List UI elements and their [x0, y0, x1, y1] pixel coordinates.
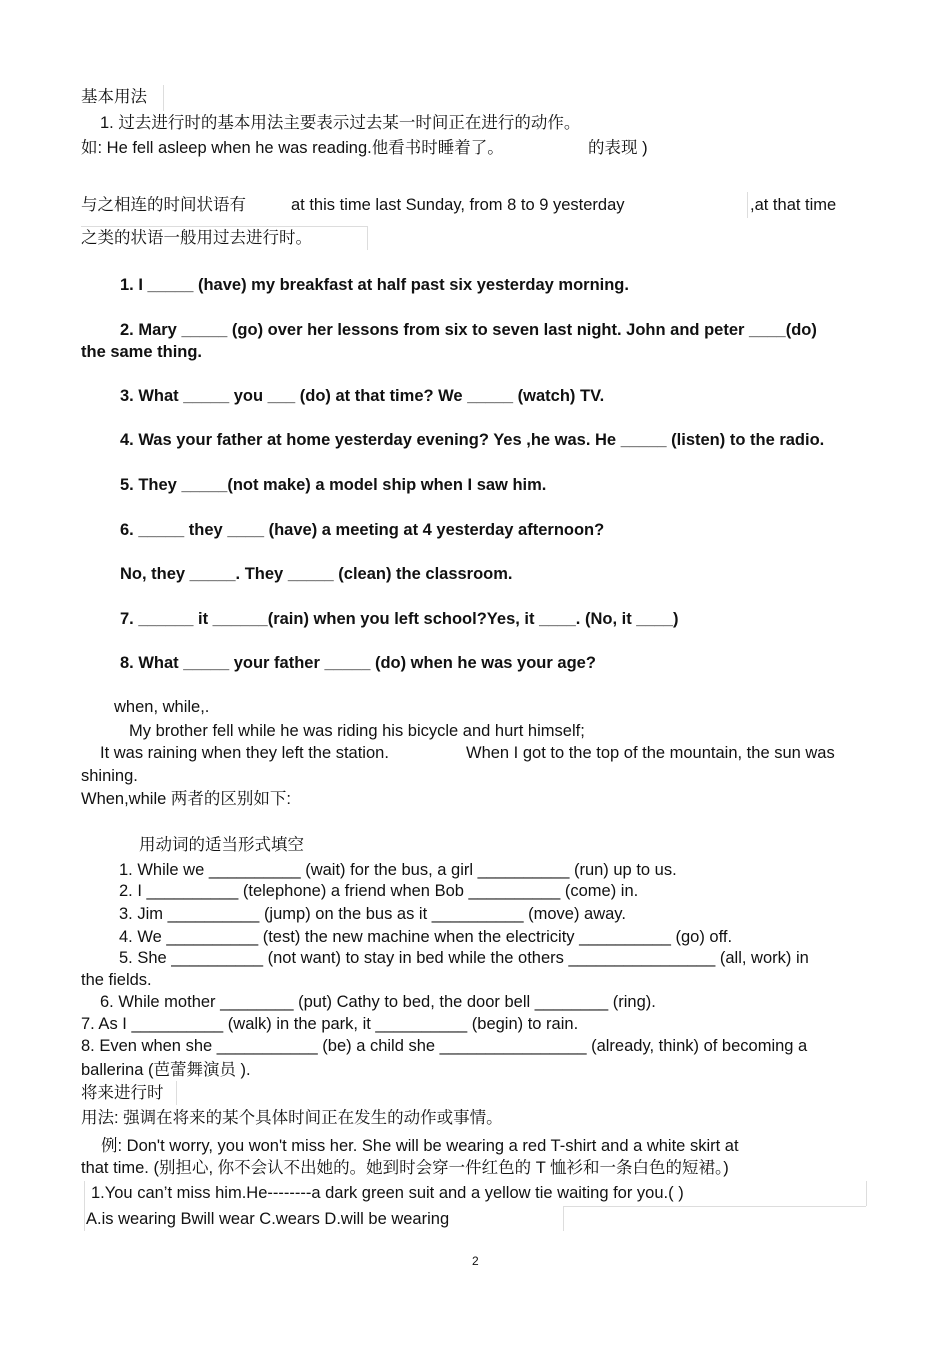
- adverbials-list-cont: ,at that time: [750, 196, 837, 214]
- future-heading: 将来进行时: [81, 1084, 164, 1102]
- exercise-item: 3. What _____ you ___ (do) at that time? We _____ (watch) TV.: [120, 387, 605, 405]
- exercise-item: No, they _____. They _____ (clean) the classroom.: [120, 565, 513, 583]
- when-while-title: when, while,.: [114, 698, 210, 716]
- when-while-example-cont: shining.: [81, 767, 138, 785]
- adverbials-label: 与之相连的时间状语有: [81, 196, 246, 214]
- exercise2-item: 3. Jim __________ (jump) on the bus as it __________ (move) away.: [119, 905, 626, 923]
- when-while-example: When I got to the top of the mountain, the sun was: [466, 744, 835, 762]
- when-while-example: My brother fell while he was riding his bicycle and hurt himself;: [129, 722, 585, 740]
- exercise2-item: 4. We __________ (test) the new machine when the electricity __________ (go) off.: [119, 928, 733, 946]
- adverbials-note: 之类的状语一般用过去进行时。: [81, 229, 312, 247]
- exercise-item: 8. What _____ your father _____ (do) when he was your age?: [120, 654, 596, 672]
- usage-text: 1. 过去进行时的基本用法主要表示过去某一时间正在进行的动作。: [100, 114, 581, 132]
- future-question: 1.You can’t miss him.He--------a dark green suit and a yellow tie waiting for you.( ): [91, 1184, 684, 1202]
- future-example-cont: that time. (别担心, 你不会认不出她的。她到时会穿一件红色的 T 恤衫和一条白色的短裙。): [81, 1159, 729, 1177]
- when-while-diff: When,while 两者的区别如下:: [81, 790, 291, 808]
- future-usage: 用法: 强调在将来的某个具体时间正在发生的动作或事情。: [81, 1109, 503, 1127]
- exercise-item: 6. _____ they ____ (have) a meeting at 4 yesterday afternoon?: [120, 521, 605, 539]
- exercise2-item: 8. Even when she ___________ (be) a child she ________________ (already, think) of becoming a: [81, 1037, 808, 1055]
- exercise-item: 2. Mary _____ (go) over her lessons from six to seven last night. John and peter ____(do): [120, 321, 817, 339]
- exercise2-item: 6. While mother ________ (put) Cathy to bed, the door bell ________ (ring).: [100, 993, 656, 1011]
- exercise2-item: 7. As I __________ (walk) in the park, it __________ (begin) to rain.: [81, 1015, 579, 1033]
- exercise-item: 5. They _____(not make) a model ship when I saw him.: [120, 476, 547, 494]
- example-text: 如: He fell asleep when he was reading.他看书时睡着了。: [81, 139, 504, 157]
- exercise-item-cont: the same thing.: [81, 343, 203, 361]
- exercise2-item: 2. I __________ (telephone) a friend when Bob __________ (come) in.: [119, 882, 639, 900]
- when-while-example: It was raining when they left the station.: [100, 744, 389, 762]
- future-example: 例: Don't worry, you won't miss her. She will be wearing a red T-shirt and a white skirt at: [101, 1137, 739, 1155]
- exercise-item: 7. ______ it ______(rain) when you left school?Yes, it ____. (No, it ____): [120, 610, 679, 628]
- exercise-item: 1. I _____ (have) my breakfast at half past six yesterday morning.: [120, 276, 629, 294]
- adverbials-list: at this time last Sunday, from 8 to 9 yesterday: [291, 196, 625, 214]
- exercise2-item-cont: the fields.: [81, 971, 152, 989]
- exercise2-title: 用动词的适当形式填空: [139, 836, 304, 854]
- page-number: 2: [472, 1254, 479, 1268]
- example-tail: 的表现 ): [588, 139, 648, 157]
- exercise2-item-cont: ballerina (芭蕾舞演员 ).: [81, 1061, 251, 1079]
- exercise2-item: 1. While we __________ (wait) for the bus, a girl __________ (run) up to us.: [119, 861, 677, 879]
- section-heading: 基本用法: [81, 88, 147, 106]
- exercise2-item: 5. She __________ (not want) to stay in bed while the others ________________ (all, work) in: [119, 949, 809, 967]
- future-options: A.is wearing Bwill wear C.wears D.will be wearing: [86, 1210, 450, 1228]
- exercise-item: 4. Was your father at home yesterday evening? Yes ,he was. He _____ (listen) to the radio.: [120, 431, 825, 449]
